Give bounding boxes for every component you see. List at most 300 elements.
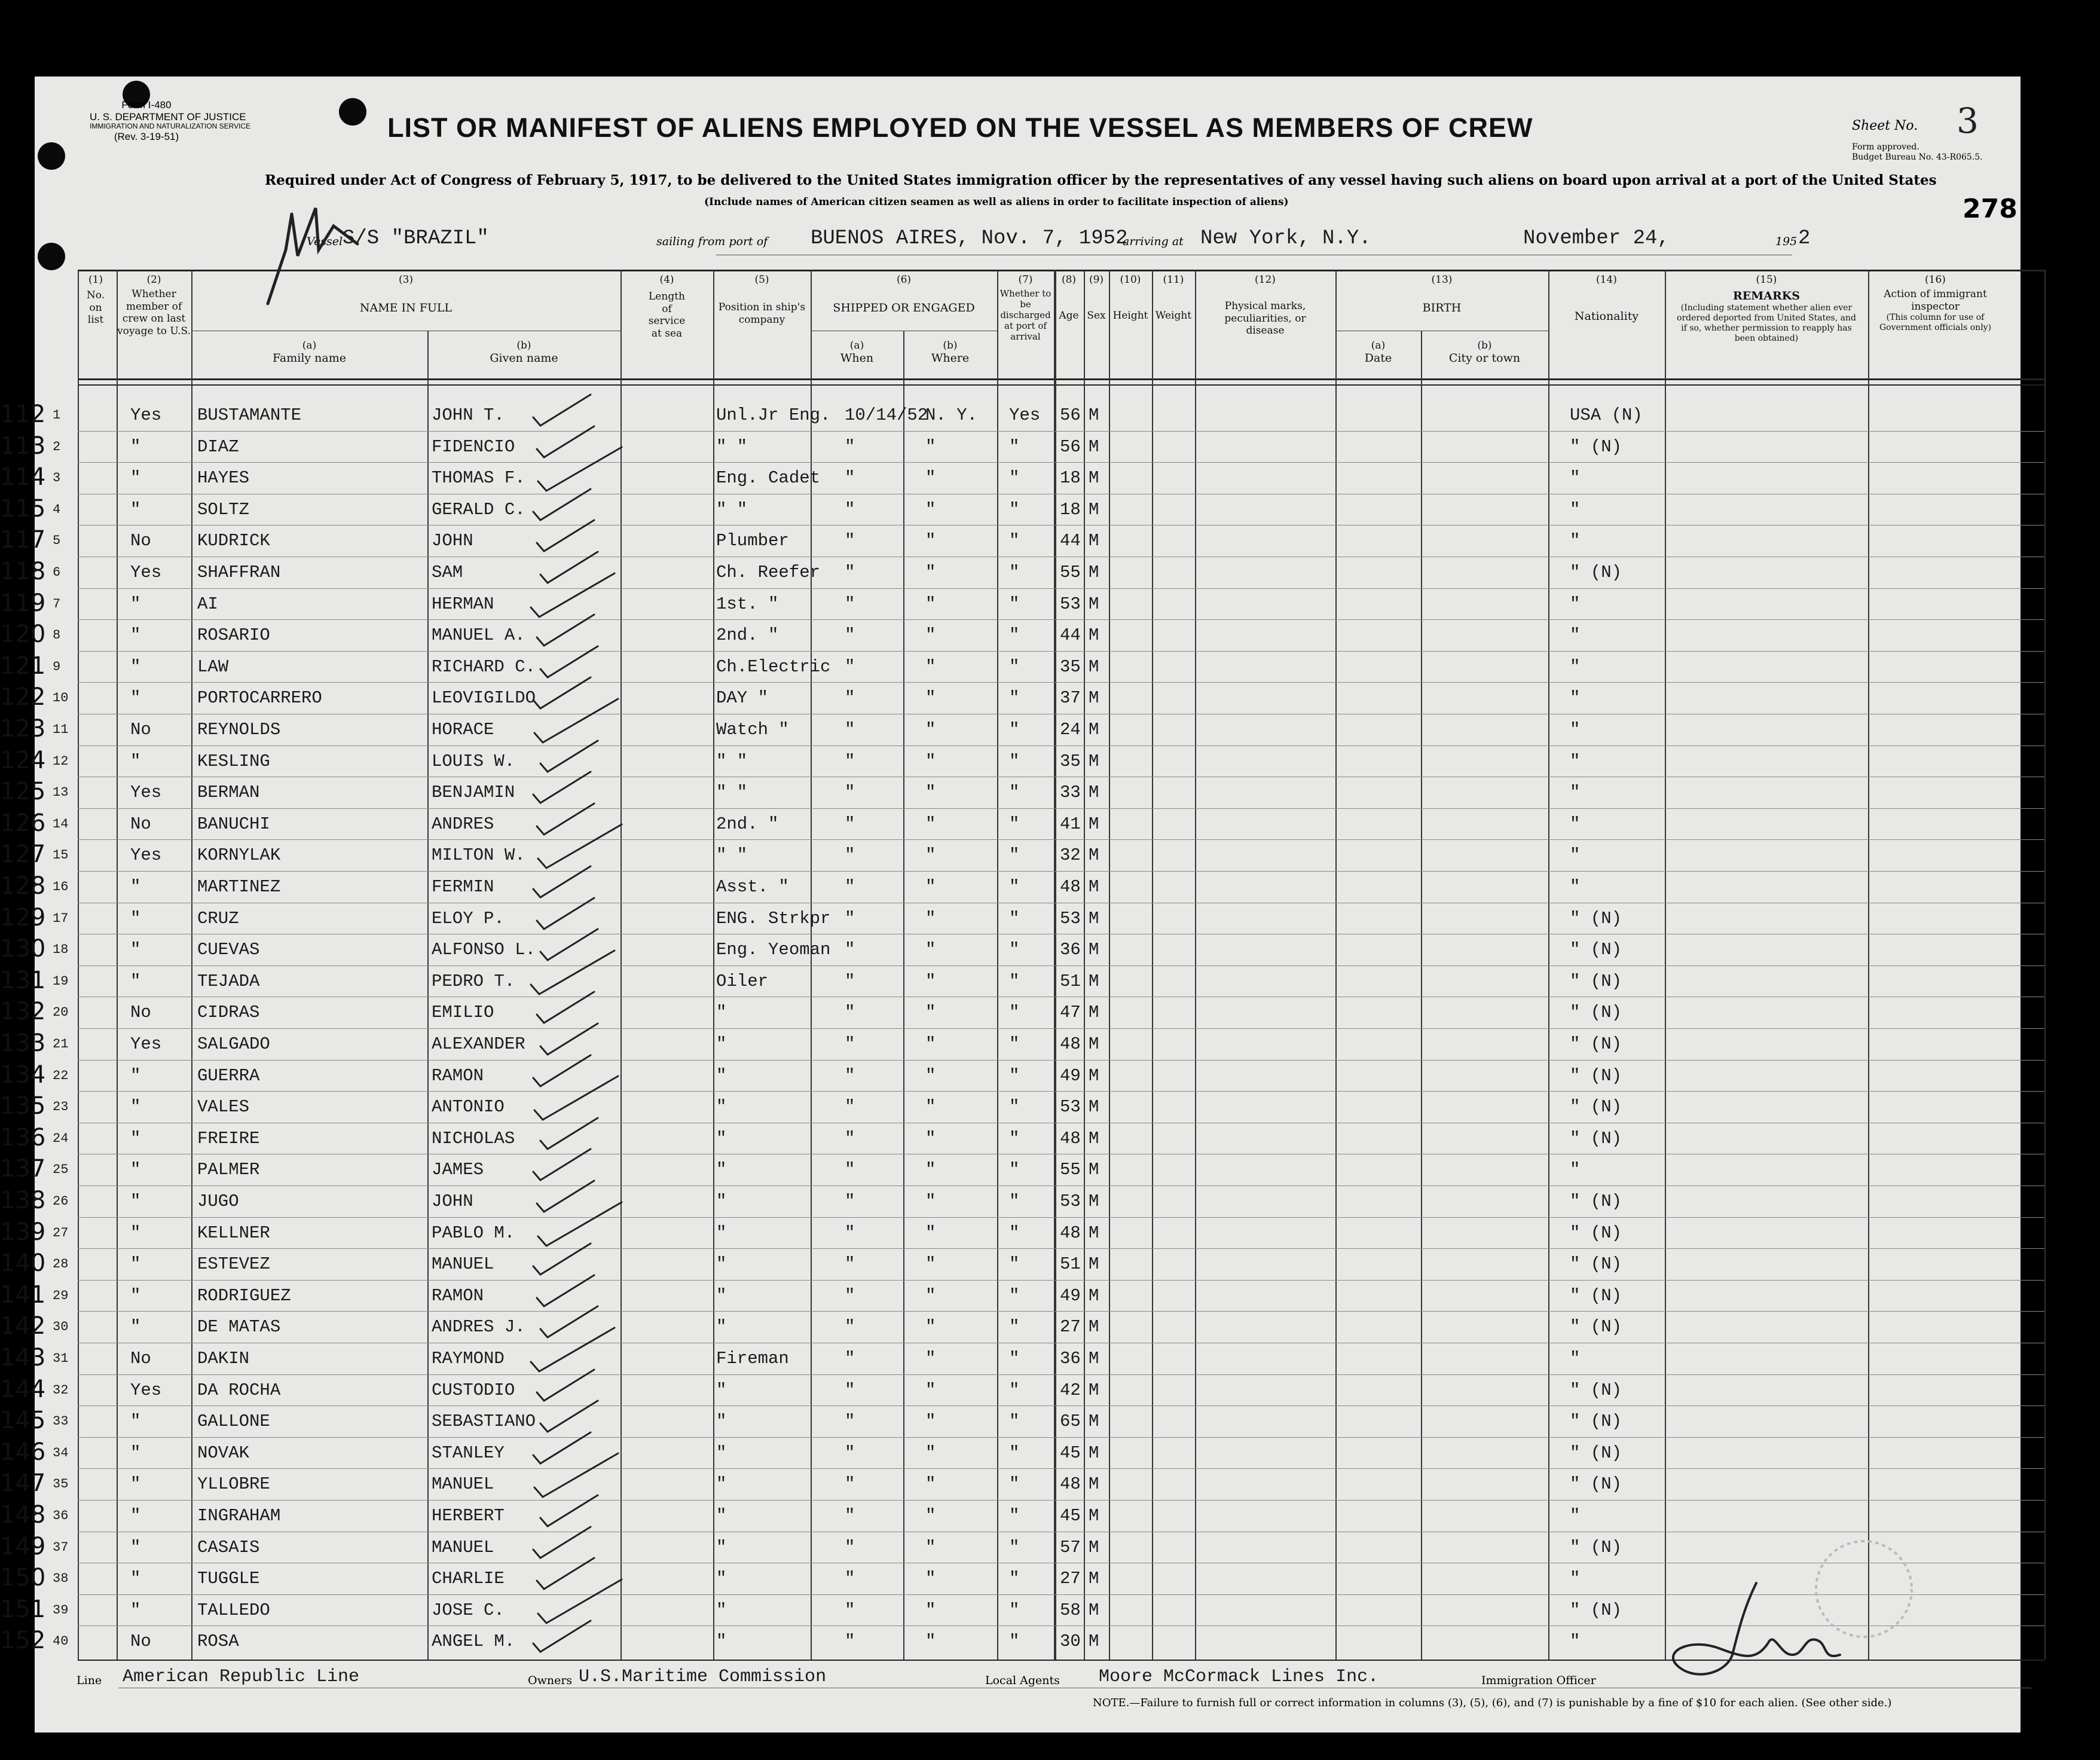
column-divider bbox=[2044, 270, 2046, 1660]
position: " bbox=[716, 1097, 727, 1117]
age: 51 bbox=[1060, 971, 1081, 991]
position: Unl.Jr Eng. bbox=[716, 405, 831, 425]
sex: M bbox=[1089, 594, 1099, 614]
nationality: " bbox=[1570, 783, 1581, 803]
shipped-where: " bbox=[925, 688, 936, 708]
age: 56 bbox=[1060, 405, 1081, 425]
age: 53 bbox=[1060, 1191, 1081, 1211]
row-number: 32 bbox=[53, 1382, 69, 1398]
shipped-when: " bbox=[845, 814, 855, 834]
shipped-where: " bbox=[925, 1380, 936, 1400]
sex: M bbox=[1089, 1097, 1099, 1117]
sex: M bbox=[1089, 1003, 1099, 1023]
age: 53 bbox=[1060, 1097, 1081, 1117]
age: 48 bbox=[1060, 1474, 1081, 1495]
shipped-when: " bbox=[845, 1160, 855, 1180]
discharged: " bbox=[1009, 1034, 1020, 1054]
previous-voyage: " bbox=[130, 656, 141, 677]
row-number: 2 bbox=[53, 439, 61, 454]
year-suffix: 2 bbox=[1798, 227, 1811, 250]
position: " bbox=[716, 1128, 727, 1148]
given-name: JAMES bbox=[432, 1160, 484, 1180]
row-line bbox=[78, 651, 2044, 652]
column-divider bbox=[78, 270, 79, 1660]
line-value: American Republic Line bbox=[123, 1667, 360, 1687]
discharged: " bbox=[1009, 1191, 1020, 1211]
row-line bbox=[78, 1060, 2044, 1061]
age: 53 bbox=[1060, 594, 1081, 614]
row-number: 8 bbox=[53, 628, 61, 643]
nationality: " bbox=[1570, 720, 1581, 740]
discharged: " bbox=[1009, 436, 1020, 457]
family-name: SALGADO bbox=[197, 1034, 270, 1054]
sex: M bbox=[1089, 1254, 1099, 1275]
faint-stamp bbox=[1804, 1529, 1924, 1649]
given-name: RICHARD C. bbox=[432, 656, 536, 677]
shipped-when: " bbox=[845, 1569, 855, 1589]
sex: M bbox=[1089, 531, 1099, 551]
discharged: " bbox=[1009, 688, 1020, 708]
discharged: " bbox=[1009, 1223, 1020, 1243]
previous-voyage: " bbox=[130, 468, 141, 488]
row-line bbox=[78, 619, 2044, 620]
row-line bbox=[78, 462, 2044, 463]
given-name: FERMIN bbox=[432, 877, 494, 897]
nationality: " bbox=[1570, 531, 1581, 551]
agents-label: Local Agents bbox=[985, 1674, 1060, 1687]
sex: M bbox=[1089, 1349, 1099, 1368]
position: " bbox=[716, 1191, 727, 1211]
previous-voyage: " bbox=[130, 1443, 141, 1463]
sex: M bbox=[1089, 1160, 1099, 1180]
shipped-when: " bbox=[845, 436, 855, 457]
row-stamp-number: 152 bbox=[0, 1627, 46, 1655]
row-stamp-number: 150 bbox=[0, 1564, 46, 1592]
shipped-where: " bbox=[925, 625, 936, 646]
given-name: BENJAMIN bbox=[432, 783, 515, 803]
shipped-where: " bbox=[925, 499, 936, 520]
age: 55 bbox=[1060, 1160, 1081, 1180]
discharged: " bbox=[1009, 1600, 1020, 1620]
shipped-when: " bbox=[845, 908, 855, 928]
column-divider bbox=[1152, 270, 1153, 1660]
given-name: ALEXANDER bbox=[432, 1034, 525, 1054]
position: " bbox=[716, 1034, 727, 1054]
age: 27 bbox=[1060, 1569, 1081, 1589]
row-stamp-number: 121 bbox=[0, 652, 46, 680]
row-stamp-number: 119 bbox=[0, 589, 46, 617]
line-label: Line bbox=[77, 1674, 102, 1687]
previous-voyage: " bbox=[130, 594, 141, 614]
shipped-when: " bbox=[845, 940, 855, 960]
position: " bbox=[716, 1003, 727, 1023]
previous-voyage: " bbox=[130, 1506, 141, 1526]
nationality: " (N) bbox=[1570, 940, 1622, 960]
shipped-where: " bbox=[925, 1191, 936, 1211]
row-line bbox=[78, 745, 2044, 746]
row-stamp-number: 143 bbox=[0, 1344, 46, 1371]
col15-header: (15) REMARKS (Including statement whether alien ever ordered deported from United States, and if so, whether permission to reapply has been obtained) bbox=[1677, 274, 1856, 343]
nationality: " (N) bbox=[1570, 1065, 1622, 1086]
row-number: 6 bbox=[53, 565, 61, 580]
given-name: JOHN bbox=[432, 531, 473, 551]
discharged: " bbox=[1009, 1349, 1020, 1368]
nationality: " (N) bbox=[1570, 1003, 1622, 1023]
previous-voyage: " bbox=[130, 625, 141, 646]
family-name: HAYES bbox=[197, 468, 250, 488]
previous-voyage: " bbox=[130, 688, 141, 708]
given-name: ALFONSO L. bbox=[432, 940, 536, 960]
row-stamp-number: 124 bbox=[0, 746, 46, 774]
discharged: " bbox=[1009, 1128, 1020, 1148]
sex: M bbox=[1089, 751, 1099, 771]
previous-voyage: Yes bbox=[130, 845, 162, 866]
subtitle: Required under Act of Congress of February 5, 1917, to be delivered to the United States immigration officer by the representatives of any vessel having such aliens on board upon arrival at a port of the United States bbox=[265, 172, 1937, 188]
table-top-border bbox=[78, 270, 2044, 271]
given-name: HORACE bbox=[432, 720, 494, 740]
shipped-when: 10/14/52 bbox=[845, 405, 928, 425]
age: 58 bbox=[1060, 1600, 1081, 1620]
row-stamp-number: 126 bbox=[0, 809, 46, 837]
nationality: " bbox=[1570, 656, 1581, 677]
position: " bbox=[716, 1631, 727, 1652]
column-divider bbox=[1335, 270, 1337, 1660]
shipped-when: " bbox=[845, 499, 855, 520]
row-number: 23 bbox=[53, 1099, 69, 1115]
previous-voyage: " bbox=[130, 1191, 141, 1211]
given-name: HERBERT bbox=[432, 1506, 505, 1526]
owners-value: U.S.Maritime Commission bbox=[579, 1667, 827, 1687]
position: " bbox=[716, 1411, 727, 1432]
row-number: 34 bbox=[53, 1445, 69, 1460]
discharged: " bbox=[1009, 1317, 1020, 1337]
given-name: ANDRES J. bbox=[432, 1317, 525, 1337]
previous-voyage: " bbox=[130, 940, 141, 960]
row-line bbox=[78, 965, 2044, 966]
discharged: " bbox=[1009, 468, 1020, 488]
age: 32 bbox=[1060, 845, 1081, 866]
sex: M bbox=[1089, 971, 1099, 991]
col3-header: (3) NAME IN FULL bbox=[359, 274, 453, 315]
shipped-when: " bbox=[845, 845, 855, 866]
row-stamp-number: 132 bbox=[0, 998, 46, 1026]
shipped-where: " bbox=[925, 1411, 936, 1432]
age: 27 bbox=[1060, 1317, 1081, 1337]
row-stamp-number: 146 bbox=[0, 1438, 46, 1466]
position: 2nd. " bbox=[716, 814, 779, 834]
position: Plumber bbox=[716, 531, 789, 551]
col2-header: (2) Whether member of crew on last voyage to U.S. bbox=[117, 274, 191, 337]
given-name: SAM bbox=[432, 563, 463, 582]
nationality: " (N) bbox=[1570, 1600, 1622, 1620]
col3b-header: (b) Given name bbox=[490, 340, 558, 365]
family-name: PALMER bbox=[197, 1160, 260, 1180]
given-name: MANUEL bbox=[432, 1254, 494, 1275]
row-number: 4 bbox=[53, 502, 61, 517]
row-line bbox=[78, 1248, 2044, 1249]
col3a-header: (a) Family name bbox=[273, 340, 346, 365]
punch-hole bbox=[339, 98, 366, 126]
given-name: ANGEL M. bbox=[432, 1631, 515, 1652]
previous-voyage: Yes bbox=[130, 405, 162, 425]
row-stamp-number: 138 bbox=[0, 1187, 46, 1214]
row-number: 25 bbox=[53, 1162, 69, 1178]
row-line bbox=[78, 588, 2044, 589]
position: " bbox=[716, 1254, 727, 1275]
sex: M bbox=[1089, 1285, 1099, 1306]
family-name: DA ROCHA bbox=[197, 1380, 281, 1400]
sex: M bbox=[1089, 1065, 1099, 1086]
position: " bbox=[716, 1537, 727, 1557]
age: 53 bbox=[1060, 908, 1081, 928]
sex: M bbox=[1089, 436, 1099, 457]
sex: M bbox=[1089, 1317, 1099, 1337]
family-name: FREIRE bbox=[197, 1128, 260, 1148]
previous-voyage: Yes bbox=[130, 1380, 162, 1400]
family-name: YLLOBRE bbox=[197, 1474, 270, 1495]
nationality: " (N) bbox=[1570, 436, 1622, 457]
discharged: " bbox=[1009, 1411, 1020, 1432]
row-number: 5 bbox=[53, 533, 61, 549]
given-name: GERALD C. bbox=[432, 499, 525, 520]
age: 30 bbox=[1060, 1631, 1081, 1652]
sex: M bbox=[1089, 1128, 1099, 1148]
sex: M bbox=[1089, 1191, 1099, 1211]
family-name: AI bbox=[197, 594, 218, 614]
row-number: 21 bbox=[53, 1037, 69, 1052]
row-number: 35 bbox=[53, 1477, 69, 1492]
service: IMMIGRATION AND NATURALIZATION SERVICE bbox=[90, 122, 251, 131]
position: " bbox=[716, 1443, 727, 1463]
discharged: " bbox=[1009, 1569, 1020, 1589]
shipped-where: " bbox=[925, 594, 936, 614]
family-name: KORNYLAK bbox=[197, 845, 281, 866]
given-name: SEBASTIANO bbox=[432, 1411, 536, 1432]
previous-voyage: " bbox=[130, 877, 141, 897]
shipped-where: " bbox=[925, 845, 936, 866]
col5-header: (5) Position in ship's company bbox=[718, 274, 806, 326]
revision: (Rev. 3-19-51) bbox=[114, 130, 179, 142]
year-prefix: 195 bbox=[1775, 235, 1798, 248]
column-divider bbox=[1109, 270, 1110, 1660]
sex: M bbox=[1089, 563, 1099, 582]
discharged: " bbox=[1009, 594, 1020, 614]
age: 65 bbox=[1060, 1411, 1081, 1432]
col16-header: (16) Action of immigrant inspector (This column for use of Government officials only) bbox=[1879, 274, 1992, 332]
age: 47 bbox=[1060, 1003, 1081, 1023]
position: Fireman bbox=[716, 1349, 789, 1368]
sex: M bbox=[1089, 1631, 1099, 1652]
agents-value: Moore McCormack Lines Inc. bbox=[1099, 1667, 1379, 1687]
nationality: " (N) bbox=[1570, 1537, 1622, 1557]
previous-voyage: No bbox=[130, 1631, 151, 1652]
punch-hole bbox=[38, 243, 65, 270]
sex: M bbox=[1089, 908, 1099, 928]
family-name: KUDRICK bbox=[197, 531, 270, 551]
shipped-where: " bbox=[925, 908, 936, 928]
shipped-where: " bbox=[925, 1285, 936, 1306]
col10-header: (10) Height bbox=[1112, 274, 1148, 322]
family-name: SOLTZ bbox=[197, 499, 250, 520]
shipped-when: " bbox=[845, 625, 855, 646]
previous-voyage: " bbox=[130, 1128, 141, 1148]
shipped-when: " bbox=[845, 1034, 855, 1054]
header-bottom-border bbox=[78, 378, 2044, 380]
shipped-when: " bbox=[845, 1065, 855, 1086]
shipped-when: " bbox=[845, 688, 855, 708]
row-stamp-number: 148 bbox=[0, 1501, 46, 1529]
shipped-where: " bbox=[925, 720, 936, 740]
shipped-when: " bbox=[845, 563, 855, 582]
row-stamp-number: 123 bbox=[0, 715, 46, 742]
previous-voyage: No bbox=[130, 720, 151, 740]
sex: M bbox=[1089, 1474, 1099, 1495]
form-number: Form I-480 bbox=[121, 99, 172, 111]
col1-header: (1) No. on list bbox=[86, 274, 105, 326]
family-name: BANUCHI bbox=[197, 814, 270, 834]
shipped-when: " bbox=[845, 877, 855, 897]
sex: M bbox=[1089, 783, 1099, 803]
nationality: " bbox=[1570, 499, 1581, 520]
row-number: 16 bbox=[53, 879, 69, 894]
shipped-when: " bbox=[845, 468, 855, 488]
nationality: USA (N) bbox=[1570, 405, 1643, 425]
given-name: MILTON W. bbox=[432, 845, 525, 866]
row-number: 1 bbox=[53, 408, 61, 423]
position: " " bbox=[716, 845, 748, 866]
family-name: BUSTAMANTE bbox=[197, 405, 302, 425]
sex: M bbox=[1089, 1443, 1099, 1463]
check-mark bbox=[525, 1608, 620, 1661]
row-stamp-number: 149 bbox=[0, 1532, 46, 1560]
page-title: LIST OR MANIFEST OF ALIENS EMPLOYED ON THE VESSEL AS MEMBERS OF CREW bbox=[387, 112, 1533, 143]
position: Eng. Yeoman bbox=[716, 940, 831, 960]
position: " " bbox=[716, 436, 748, 457]
position: ENG. Strkpr bbox=[716, 908, 831, 928]
col9-header: (9) Sex bbox=[1087, 274, 1106, 322]
owners-label: Owners bbox=[528, 1674, 573, 1687]
row-stamp-number: 129 bbox=[0, 903, 46, 931]
shipped-when: " bbox=[845, 783, 855, 803]
age: 35 bbox=[1060, 656, 1081, 677]
age: 45 bbox=[1060, 1443, 1081, 1463]
shipped-where: " bbox=[925, 1317, 936, 1337]
arrival-port: New York, N.Y. bbox=[1200, 227, 1371, 250]
nationality: " bbox=[1570, 594, 1581, 614]
nationality: " (N) bbox=[1570, 563, 1622, 582]
position: " bbox=[716, 1317, 727, 1337]
nationality: " bbox=[1570, 1631, 1581, 1652]
age: 48 bbox=[1060, 1128, 1081, 1148]
approval-note: Form approved. Budget Bureau No. 43-R065.5. bbox=[1852, 142, 1983, 162]
previous-voyage: " bbox=[130, 1317, 141, 1337]
nationality: " (N) bbox=[1570, 1443, 1622, 1463]
row-stamp-number: 130 bbox=[0, 935, 46, 963]
column-divider bbox=[1054, 270, 1056, 1660]
shipped-when: " bbox=[845, 720, 855, 740]
column-divider bbox=[1548, 270, 1549, 1660]
sailing-label: sailing from port of bbox=[656, 235, 768, 248]
sex: M bbox=[1089, 688, 1099, 708]
shipped-where: " bbox=[925, 1003, 936, 1023]
family-name: ROSARIO bbox=[197, 625, 270, 646]
officer-label: Immigration Officer bbox=[1481, 1674, 1596, 1687]
given-name: LOUIS W. bbox=[432, 751, 515, 771]
sex: M bbox=[1089, 1034, 1099, 1054]
shipped-when: " bbox=[845, 1254, 855, 1275]
sex: M bbox=[1089, 1411, 1099, 1432]
column-divider bbox=[1868, 270, 1869, 1660]
shipped-where: " bbox=[925, 1443, 936, 1463]
discharged: " bbox=[1009, 751, 1020, 771]
row-number: 18 bbox=[53, 942, 69, 958]
family-name: MARTINEZ bbox=[197, 877, 281, 897]
position: Eng. Cadet bbox=[716, 468, 821, 488]
discharged: " bbox=[1009, 1474, 1020, 1495]
given-name: JOHN bbox=[432, 1191, 473, 1211]
row-number: 17 bbox=[53, 910, 69, 926]
row-number: 10 bbox=[53, 690, 69, 706]
footer-note: NOTE.—Failure to furnish full or correct information in columns (3), (5), (6), and (7) is punishable by a fine of $10 for each alien. (See other side.) bbox=[1093, 1697, 1892, 1709]
position: " bbox=[716, 1380, 727, 1400]
col6a-header: (a) When bbox=[840, 340, 874, 365]
position: " bbox=[716, 1600, 727, 1620]
form-block bbox=[90, 99, 251, 142]
nationality: " (N) bbox=[1570, 971, 1622, 991]
row-stamp-number: 144 bbox=[0, 1375, 46, 1403]
shipped-when: " bbox=[845, 1003, 855, 1023]
family-name: NOVAK bbox=[197, 1443, 250, 1463]
row-number: 38 bbox=[53, 1571, 69, 1587]
age: 44 bbox=[1060, 625, 1081, 646]
shipped-where: " bbox=[925, 468, 936, 488]
position: Ch. Reefer bbox=[716, 563, 821, 582]
given-name: JOHN T. bbox=[432, 405, 505, 425]
col13a-header: (a) Date bbox=[1364, 340, 1392, 365]
family-name: DAKIN bbox=[197, 1349, 250, 1368]
row-number: 12 bbox=[53, 753, 69, 769]
nationality: " (N) bbox=[1570, 1285, 1622, 1306]
row-number: 11 bbox=[53, 722, 69, 737]
previous-voyage: " bbox=[130, 1254, 141, 1275]
age: 49 bbox=[1060, 1285, 1081, 1306]
nationality: " bbox=[1570, 814, 1581, 834]
family-name: ROSA bbox=[197, 1631, 239, 1652]
nationality: " (N) bbox=[1570, 1128, 1622, 1148]
given-name: THOMAS F. bbox=[432, 468, 525, 488]
row-line bbox=[78, 1500, 2044, 1501]
discharged: " bbox=[1009, 1506, 1020, 1526]
row-stamp-number: 140 bbox=[0, 1249, 46, 1278]
shipped-when: " bbox=[845, 1349, 855, 1368]
row-line bbox=[78, 1437, 2044, 1438]
row-line bbox=[78, 839, 2044, 840]
sex: M bbox=[1089, 940, 1099, 960]
given-name: LEOVIGILDO bbox=[432, 688, 536, 708]
column-divider bbox=[427, 331, 429, 1660]
family-name: VALES bbox=[197, 1097, 250, 1117]
age: 57 bbox=[1060, 1537, 1081, 1557]
stamp-number: 278 bbox=[1963, 194, 2018, 224]
row-number: 26 bbox=[53, 1194, 69, 1209]
shipped-where: N. Y. bbox=[925, 405, 978, 425]
shipped-when: " bbox=[845, 1097, 855, 1117]
row-stamp-number: 112 bbox=[0, 401, 46, 428]
family-name: PORTOCARRERO bbox=[197, 688, 322, 708]
row-number: 36 bbox=[53, 1508, 69, 1523]
col13b-header: (b) City or town bbox=[1448, 340, 1521, 365]
row-stamp-number: 139 bbox=[0, 1218, 46, 1246]
